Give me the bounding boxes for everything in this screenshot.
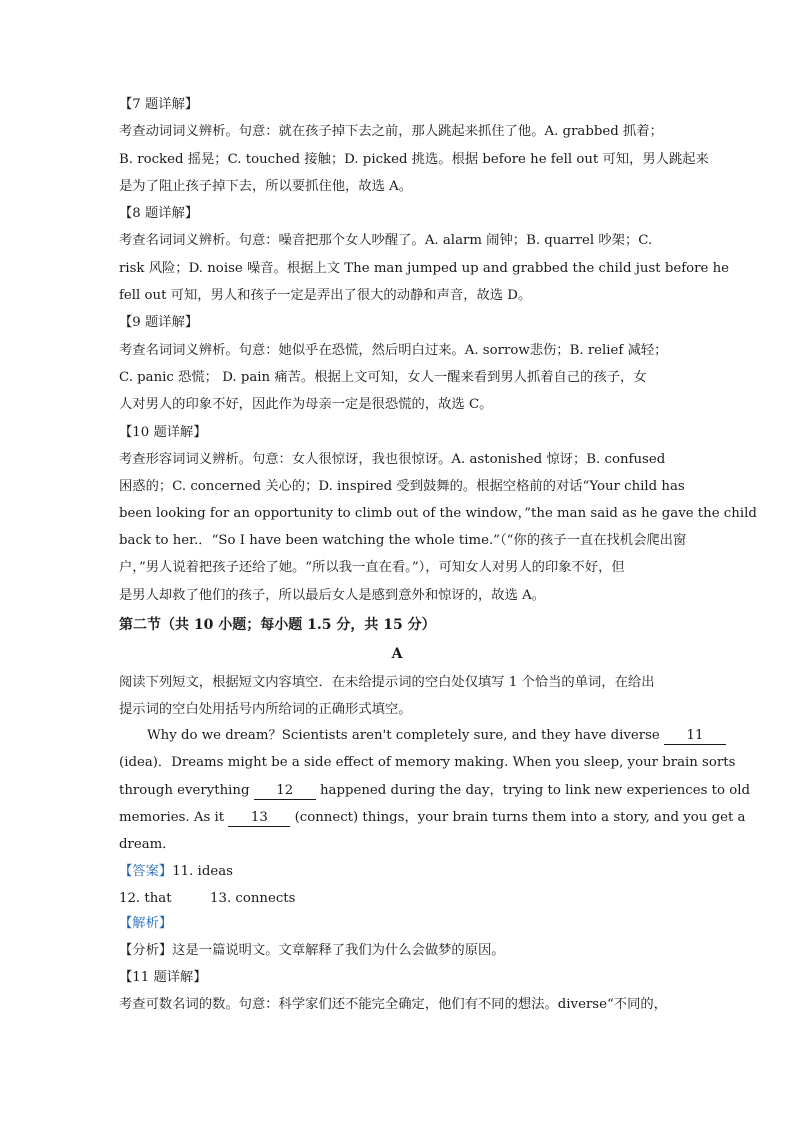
passage-line-1	[119, 722, 703, 749]
text-line: 考查形容词词义辨析。句意：女人很惊讶，我也很惊讶。A. astonished 惊讶；B. confused	[119, 452, 666, 467]
blank-11: 11	[664, 728, 726, 745]
section-heading: 第二节（共 10 小题；每小题 1.5 分，共 15 分）	[119, 617, 436, 633]
text-line: fell out 可知，男人和孩子一定是弄出了很大的动静和声音，故选 D。	[119, 288, 532, 303]
text-line: 阅读下列短文，根据短文内容填空．在未给提示词的空白处仅填写 1 个恰当的单词，在给出	[119, 675, 655, 690]
passage-text: through everything	[119, 783, 250, 798]
analysis-tag: 【解析】	[119, 916, 173, 931]
passage-line-3	[119, 777, 751, 804]
text-line: 考查动词词义辨析。句意：就在孩子掉下去之前，那人跳起来抓住了他。A. grabbed 抓着；	[119, 124, 663, 139]
detail-heading-11: 【11 题详解】	[119, 970, 207, 985]
detail-heading: 【10 题详解】	[119, 425, 207, 440]
text-line: back to her.．“So I have been watching the whole time.”（“你的孩子一直在找机会爬出窗	[119, 533, 687, 548]
text-line: 是为了阻止孩子掉下去，所以要抓住他，故选 A。	[119, 179, 413, 194]
text-line: 户，”男人说着把孩子还给了她。“所以我一直在看。”），可知女人对男人的印象不好，但	[119, 560, 625, 575]
text-line: been looking for an opportunity to climb out of the window，”the man said as he gave the child	[119, 506, 757, 521]
text-line: 人对男人的印象不好，因此作为母亲一定是很恐慌的，故选 C。	[119, 397, 493, 412]
detail-heading: 【7 题详解】	[119, 97, 199, 112]
passage-text: Why do we dream？Scientists aren't completely sure, and they have diverse	[147, 728, 660, 743]
analysis-summary: 【分析】这是一篇说明文。文章解释了我们为什么会做梦的原因。	[119, 943, 505, 958]
passage-text: (connect) things，your brain turns them into a story, and you get a	[294, 810, 746, 825]
answer-13: 13. connects	[210, 891, 296, 906]
text-line: 考查名词词义辨析。句意：噪音把那个女人吵醒了。A. alarm 闹钟；B. quarrel 吵架；C.	[119, 233, 653, 248]
detail-heading: 【9 题详解】	[119, 315, 199, 330]
text-line: 提示词的空白处用括号内所给词的正确形式填空。	[119, 702, 412, 717]
answer-12: 12. that	[119, 891, 172, 906]
detail-11-text: 考查可数名词的数。句意：科学家们还不能完全确定，他们有不同的想法。diverse“不同的，	[119, 997, 667, 1012]
text-line: 考查名词词义辨析。句意：她似乎在恐慌，然后明白过来。A. sorrow悲伤；B. relief 减轻；	[119, 343, 668, 358]
answer-line-2	[119, 885, 675, 912]
passage-label: A	[391, 646, 403, 662]
blank-13: 13	[228, 810, 290, 827]
analysis-tag-line	[119, 910, 675, 937]
passage-line-5: dream．	[119, 837, 176, 852]
answer-11: 11. ideas	[172, 864, 233, 879]
detail-heading: 【8 题详解】	[119, 206, 199, 221]
text-line: C. panic 恐慌； D. pain 痛苦。根据上文可知，女人一醒来看到男人抓着自己的孩子，女	[119, 370, 647, 385]
text-line: risk 风险；D. noise 噪音。根据上文 The man jumped up and grabbed the child just before he	[119, 261, 730, 276]
passage-text: memories. As it	[119, 810, 225, 825]
blank-12: 12	[254, 783, 316, 800]
passage-line-4	[119, 804, 746, 831]
answer-line	[119, 858, 675, 885]
text-line: 是男人却救了他们的孩子，所以最后女人是感到意外和惊讶的，故选 A。	[119, 588, 546, 603]
answer-tag: 【答案】	[119, 864, 173, 879]
passage-line-2: (idea)．Dreams might be a side effect of memory making. When you sleep, your brain sorts	[119, 755, 736, 770]
text-line: B. rocked 摇晃；C. touched 接触；D. picked 挑选。根据 before he fell out 可知，男人跳起来	[119, 152, 709, 167]
passage-text: happened during the day，trying to link new experiences to old	[319, 783, 751, 798]
text-line: 困惑的；C. concerned 关心的；D. inspired 受到鼓舞的。根据空格前的对话“Your child has	[119, 479, 685, 494]
